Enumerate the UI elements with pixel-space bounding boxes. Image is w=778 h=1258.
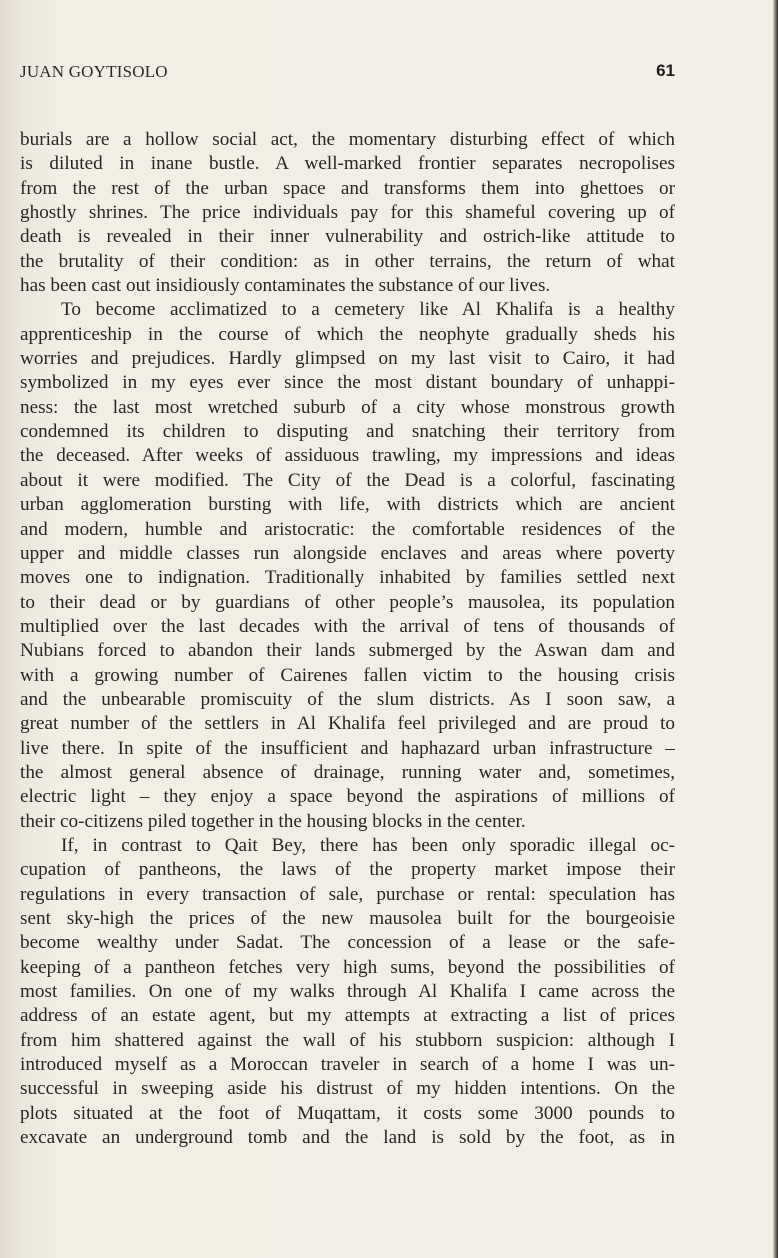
paragraph <box>20 834 675 1150</box>
text-line: worries and prejudices. Hardly glimpsed on my last visit to Cairo, it had <box>20 348 675 370</box>
text-line: successful in sweeping aside his distrust of my hidden intentions. On the <box>20 1078 675 1100</box>
running-head-author: JUAN GOYTISOLO <box>20 62 168 81</box>
text-line: from the rest of the urban space and transforms them into ghettoes or <box>20 177 675 199</box>
text-line: become wealthy under Sadat. The concession of a lease or the safe- <box>20 932 675 954</box>
text-line: To become acclimatized to a cemetery like Al Khalifa is a healthy <box>61 299 675 321</box>
page-binding-edge <box>773 0 778 1258</box>
text-line: burials are a hollow social act, the momentary disturbing effect of which <box>20 129 675 150</box>
text-line: condemned its children to disputing and snatching their territory from <box>20 421 675 443</box>
text-line: about it were modified. The City of the Dead is a colorful, fascinating <box>20 469 675 491</box>
text-line: multiplied over the last decades with the arrival of tens of thousands of <box>20 615 675 637</box>
paragraph <box>20 128 675 298</box>
text-line: introduced myself as a Moroccan traveler in search of a home I was un- <box>20 1054 675 1076</box>
text-line: the almost general absence of drainage, running water and, sometimes, <box>20 761 675 783</box>
text-line: moves one to indignation. Traditionally inhabited by families settled next <box>20 567 675 589</box>
text-line: excavate an underground tomb and the land is sold by the foot, as in <box>20 1127 675 1149</box>
text-line: is diluted in inane bustle. A well-marked frontier separates necropolises <box>20 153 675 175</box>
text-line: upper and middle classes run alongside enclaves and areas where poverty <box>20 542 675 564</box>
text-line: with a growing number of Cairenes fallen victim to the housing crisis <box>20 664 675 686</box>
paragraph <box>20 298 675 834</box>
text-line: live there. In spite of the insufficient and haphazard urban infrastructure – <box>20 737 675 759</box>
text-line: ness: the last most wretched suburb of a city whose monstrous growth <box>20 396 675 418</box>
text-line: Nubians forced to abandon their lands submerged by the Aswan dam and <box>20 640 675 662</box>
text-line: address of an estate agent, but my attempts at extracting a list of prices <box>20 1005 675 1027</box>
text-line: the brutality of their condition: as in other terrains, the return of what <box>20 250 675 272</box>
text-line: electric light – they enjoy a space beyond the aspirations of millions of <box>20 786 675 808</box>
text-line: If, in contrast to Qait Bey, there has been only sporadic illegal oc- <box>61 834 675 856</box>
text-line: their co-citizens piled together in the housing blocks in the center. <box>20 810 526 832</box>
text-line: ghostly shrines. The price individuals pay for this shameful covering up of <box>20 202 675 224</box>
text-line: most families. On one of my walks through Al Khalifa I came across the <box>20 981 675 1003</box>
body-text <box>20 128 675 1150</box>
text-line: and the unbearable promiscuity of the slum districts. As I soon saw, a <box>20 688 675 710</box>
text-line: apprenticeship in the course of which the neophyte gradually sheds his <box>20 323 675 345</box>
text-line: death is revealed in their inner vulnerability and ostrich-like attitude to <box>20 226 675 248</box>
text-line: and modern, humble and aristocratic: the comfortable residences of the <box>20 518 675 540</box>
text-line: the deceased. After weeks of assiduous trawling, my impressions and ideas <box>20 445 675 467</box>
text-line: to their dead or by guardians of other people’s mausolea, its population <box>20 591 675 613</box>
text-line: cupation of pantheons, the laws of the property market impose their <box>20 859 675 881</box>
page-number: 61 <box>656 61 675 80</box>
text-line: great number of the settlers in Al Khalifa feel privileged and are proud to <box>20 713 675 735</box>
text-line: regulations in every transaction of sale, purchase or rental: speculation has <box>20 883 675 905</box>
running-head <box>20 62 675 88</box>
text-line: sent sky-high the prices of the new mausolea built for the bourgeoisie <box>20 908 675 929</box>
text-line: urban agglomeration bursting with life, with districts which are ancient <box>20 494 675 516</box>
text-line: has been cast out insidiously contaminates the substance of our lives. <box>20 275 551 297</box>
text-line: keeping of a pantheon fetches very high sums, beyond the possibilities of <box>20 956 675 978</box>
text-line: symbolized in my eyes ever since the most distant boundary of unhappi- <box>20 372 675 394</box>
text-line: from him shattered against the wall of his stubborn suspicion: although I <box>20 1029 675 1051</box>
text-line: plots situated at the foot of Muqattam, it costs some 3000 pounds to <box>20 1102 675 1124</box>
